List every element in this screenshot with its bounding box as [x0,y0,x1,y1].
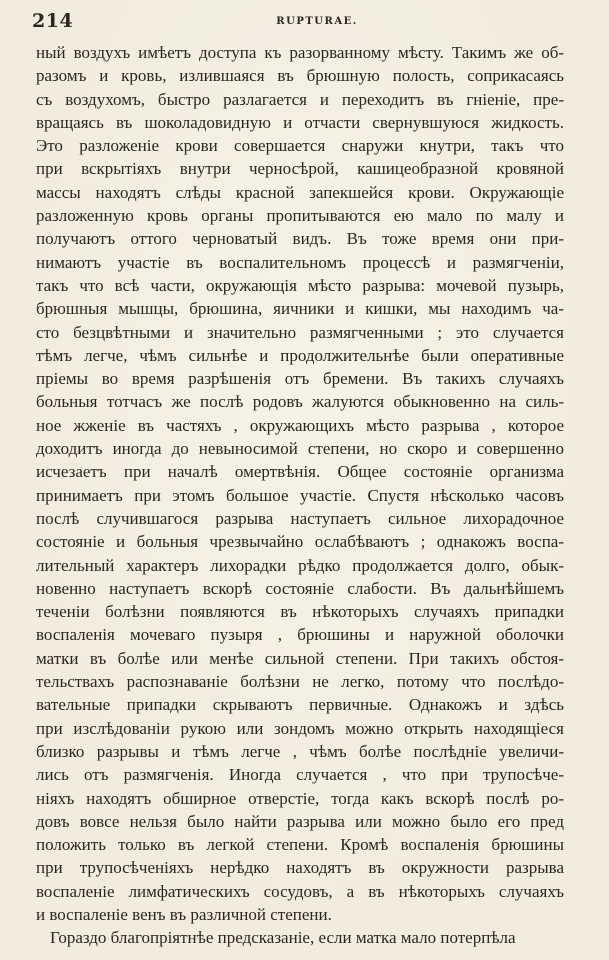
text-line: вращаясь въ шоколадовидную и отчасти свернувшуюся жидкость. [36,112,564,132]
text-line: получаютъ оттого черноватый видъ. Въ тоже время они при- [36,229,564,249]
text-line: брюшныя мышцы, брюшина, яичники и кишки, мы находимъ ча- [36,299,564,319]
running-head: RUPTURAE. [276,16,358,27]
text-line: разложенную кровь органы пропитываются ею мало по малу и [36,206,564,226]
text-line: ніяхъ находятъ обширное отверстіе, тогда какъ вскорѣ послѣ ро- [36,788,564,808]
page-header [32,10,572,36]
text-line: тельствахъ распознаваніе болѣзни не легко, потому что послѣдо- [36,672,564,692]
text-line: Это разложеніе крови совершается снаружи кнутри, такъ что [36,136,564,156]
text-line: принимаетъ при этомъ большое участіе. Спустя нѣсколько часовъ [36,485,564,505]
text-line: матки въ болѣе или менѣе сильной степени. При такихъ обстоя- [36,648,564,668]
text-line: положить только въ легкой степени. Кромѣ воспаленія брюшины [36,835,564,855]
text-line: массы находятъ слѣды красной запекшейся крови. Окружающіе [36,182,564,202]
text-line: съ воздухомъ, быстро разлагается и переходитъ въ гніеніе, пре- [36,89,564,109]
text-line: при изслѣдованіи рукою или зондомъ можно открыть находящіеся [36,718,564,738]
text-line: лительный характеръ лихорадки рѣдко продолжается долго, обык- [36,555,564,575]
text-line: довъ вовсе нельзя было найти разрыва или можно было его пред [36,811,564,831]
text-line: пріемы во время разрѣшенія отъ бремени. Въ такихъ случаяхъ [36,369,564,389]
text-line: послѣ случившагося разрыва наступаетъ сильное лихорадочное [36,508,564,528]
text-line: при вскрытіяхъ внутри черносѣрой, кашицеобразной кровяной [36,159,564,179]
text-line: новенно наступаетъ вскорѣ состояніе слабости. Въ дальнѣйшемъ [36,578,564,598]
text-line: воспаленіе лимфатическихъ сосудовъ, а въ нѣкоторыхъ случаяхъ [36,881,564,901]
text-line: больныя тотчасъ же послѣ родовъ жалуются обыкновенно на силь- [36,392,564,412]
text-line: ное жженіе въ частяхъ , окружающихъ мѣсто разрыва , которое [36,415,564,435]
text-line: разомъ и кровь, излившаяся въ брюшную полость, соприкасаясь [36,66,564,86]
text-line: тѣмъ легче, чѣмъ сильнѣе и продолжительнѣе были оперативные [36,345,564,365]
text-line: доходитъ иногда до невыносимой степени, но скоро и совершенно [36,439,564,459]
text-line: воспаленія мочеваго пузыря , брюшины и наружной оболочки [36,625,564,645]
text-line: нимаютъ участіе въ воспалительномъ процессѣ и размягченіи, [36,252,564,272]
text-line: лись отъ размягченія. Иногда случается , что при трупосѣче- [36,765,564,785]
text-line: при трупосѣченіяхъ нерѣдко находятъ въ окружности разрыва [36,858,564,878]
text-line: вательные припадки скрываютъ первичные. Однакожъ и здѣсь [36,695,564,715]
text-line: ный воздухъ имѣетъ доступа къ разорванному мѣсту. Такимъ же об- [36,43,564,62]
text-line: такъ что всѣ части, окружающія мѣсто разрыва: мочевой пузырь, [36,275,564,295]
text-line: исчезаетъ при началѣ омертвѣнія. Общее состояніе организма [36,462,564,482]
text-line: сто безцвѣтными и значительно размягченными ; это случается [36,322,564,342]
body-text [36,41,564,950]
text-line: и воспаленіе венъ въ различной степени. [36,904,332,924]
text-line: теченіи болѣзни появляются въ нѣкоторыхъ случаяхъ припадки [36,602,564,622]
text-line: состояніе и больныя чрезвычайно ослабѣваютъ ; однакожъ воспа- [36,532,564,552]
text-line: близко разрывы и тѣмъ легче , чѣмъ болѣе послѣдніе увеличи- [36,741,564,761]
page-number: 214 [32,10,74,32]
text-line: Гораздо благопріятнѣе предсказаніе, если матка мало потерпѣла [50,928,516,948]
